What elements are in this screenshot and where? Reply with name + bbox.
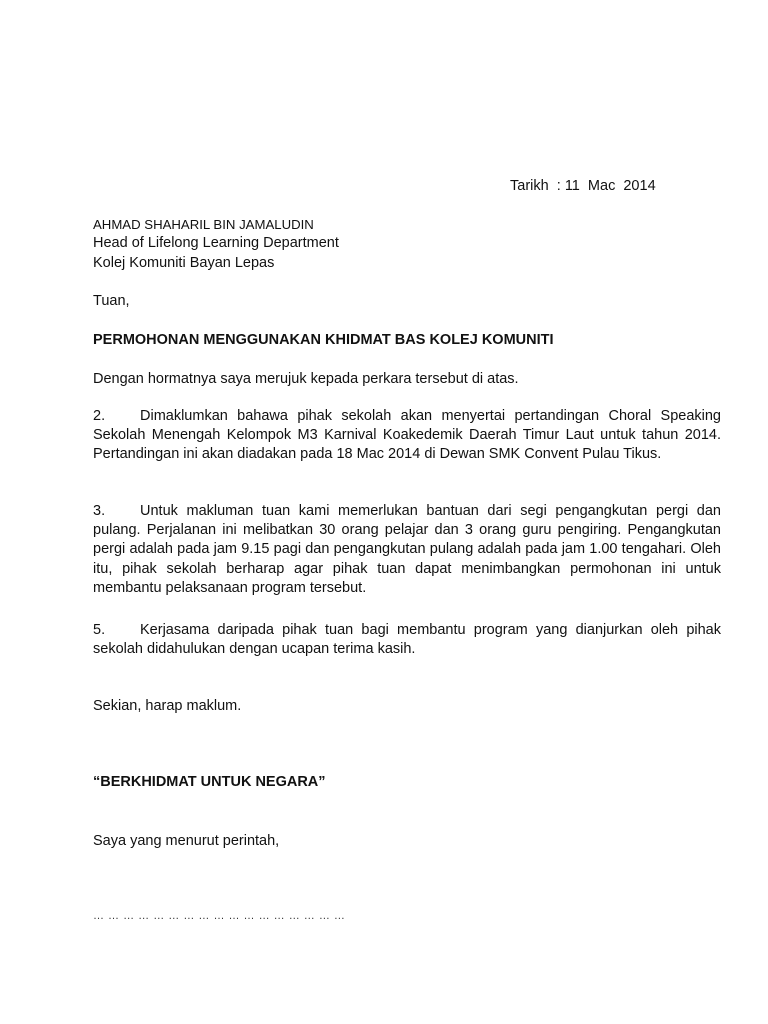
closing-line: Sekian, harap maklum.: [93, 698, 242, 714]
recipient-institution: Kolej Komuniti Bayan Lepas: [93, 255, 275, 271]
motto: “BERKHIDMAT UNTUK NEGARA”: [93, 774, 326, 790]
paragraph-number: 3.: [93, 503, 106, 519]
intro-paragraph: Dengan hormatnya saya merujuk kepada perkara tersebut di atas.: [93, 371, 519, 387]
paragraph-number: 5.: [93, 622, 106, 638]
recipient-name: AHMAD SHAHARIL BIN JAMALUDIN: [93, 217, 314, 232]
date-separator: :: [556, 178, 561, 194]
date-line: [510, 177, 656, 196]
paragraph-number: 2.: [93, 408, 106, 424]
signature-line: … … … … … … … … … … … … … … … … …: [93, 910, 346, 922]
recipient-position: Head of Lifelong Learning Department: [93, 235, 339, 251]
paragraph-3: [93, 502, 721, 598]
date-value: 11 Mac 2014: [564, 178, 656, 194]
paragraph-2: [93, 407, 721, 465]
paragraph-text: Kerjasama daripada pihak tuan bagi membantu program yang dianjurkan oleh pihak sekolah didahulukan dengan ucapan terima kasih.: [93, 622, 721, 658]
paragraph-text: Dimaklumkan bahawa pihak sekolah akan menyertai pertandingan Choral Speaking Sekolah Menengah Kelompok M3 Karnival Koakedemik Daerah Timur Laut untuk tahun 2014. Pertandingan ini akan diadakan pada 18 Mac 2014 di Dewan SMK Convent Pulau Tikus.: [93, 408, 721, 463]
signoff-line: Saya yang menurut perintah,: [93, 833, 280, 849]
salutation: Tuan,: [93, 293, 130, 309]
paragraph-text: Untuk makluman tuan kami memerlukan bantuan dari segi pengangkutan pergi dan pulang. Perjalanan ini melibatkan 30 orang pelajar dan 3 orang guru pengiring. Pengangkutan pergi adalah pada jam 9.15 pagi dan pengangkutan pulang adalah pada jam 1.00 tengahari. Oleh itu, pihak sekolah berharap agar pihak tuan dapat menimbangkan permohonan ini untuk membantu pelaksanaan program tersebut.: [93, 503, 721, 596]
letter-subject: PERMOHONAN MENGGUNAKAN KHIDMAT BAS KOLEJ KOMUNITI: [93, 332, 554, 348]
paragraph-5: [93, 621, 721, 659]
date-label: Tarikh: [510, 178, 549, 194]
